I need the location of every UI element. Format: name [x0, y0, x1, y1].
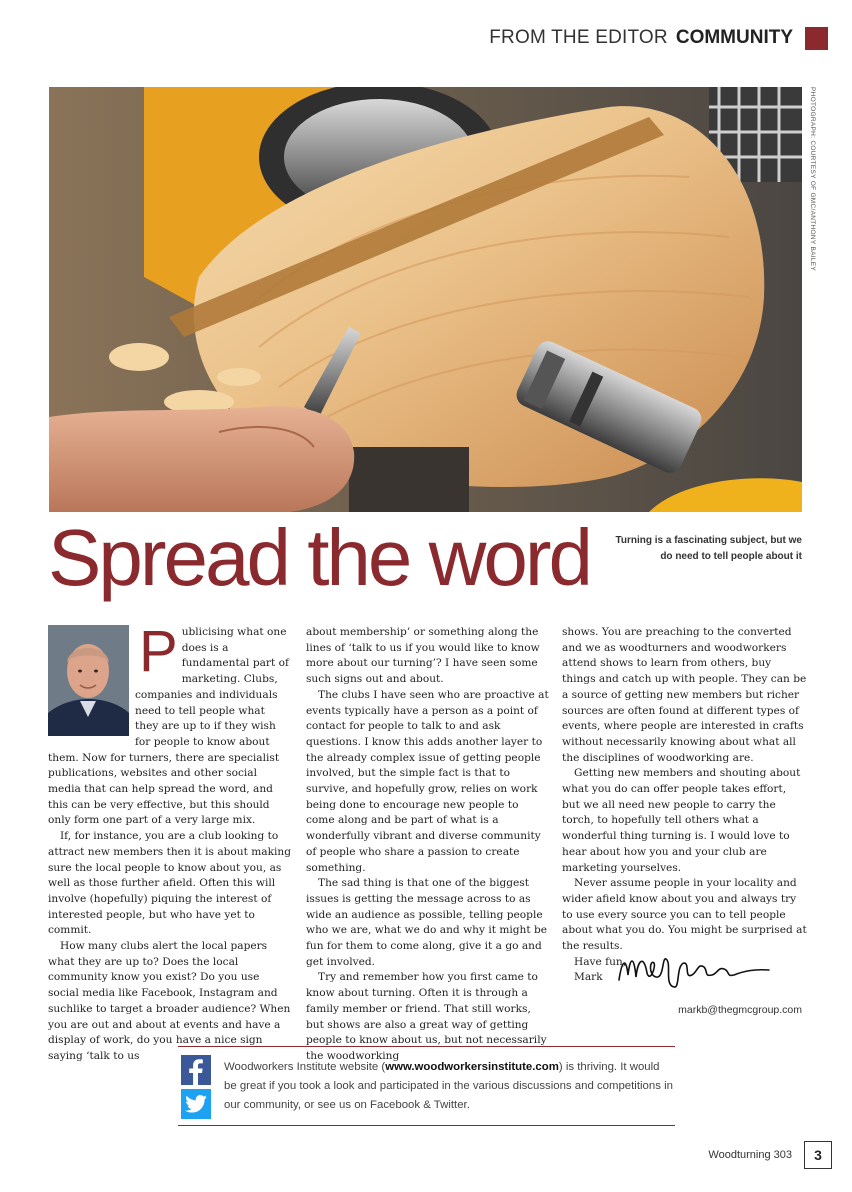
photo-credit: PHOTOGRAPH: COURTESY OF GMC/ANTHONY BAILEY — [809, 87, 816, 272]
paragraph: Try and remember how you first came to know about turning. Often it is through a family member or friend. That still works, but shows are also a great way of getting people to know about us, but not necessarily the woodworking — [306, 971, 547, 1062]
article-column-3 — [562, 625, 807, 986]
paragraph: The sad thing is that one of the biggest issues is getting the message across to as wide an audience as possible, telling people who we are, what we do and why it might be fun for them to come along, give it a go and get involved. — [306, 877, 548, 968]
sign-off-name: Mark — [574, 971, 603, 984]
social-promo-box — [178, 1046, 675, 1126]
editor-email[interactable]: markb@thegmcgroup.com — [678, 1004, 802, 1016]
website-link[interactable]: www.woodworkersinstitute.com — [385, 1061, 559, 1073]
paragraph: Never assume people in your locality and wider afield know about you and always try to use every source you can to tell people about what you do. You might be surprised at the results. — [562, 877, 807, 953]
paragraph: Getting new members and shouting about what you do can offer people takes effort, but we all need new people to carry the torch, to hopefully tell others what a wonderful thing turning is. I would love to hear about how you and your club are marketing yourselves. — [562, 767, 801, 874]
page-number: 3 — [804, 1141, 832, 1169]
page-header — [489, 26, 828, 50]
category-label: COMMUNITY — [675, 27, 793, 48]
drop-cap: P — [139, 619, 178, 684]
paragraph: If, for instance, you are a club looking to attract new members then it is about making sure the local people to know about you, as well as those further afield. Often this will involve (hopefully) piquing the interest of interested people, but who have yet to commit. — [48, 830, 292, 937]
magazine-issue: Woodturning 303 — [708, 1149, 792, 1161]
paragraph: shows. You are preaching to the converted and we as woodturners and woodworkers attend shows to learn from others, buy things and catch up with people. They can be a source of getting new members but richer sources are often found at different types of events, where people are interested in crafts without necessarily knowing about what all the disciplines of woodworking are. — [562, 626, 807, 764]
paragraph: about membership’ or something along the lines of ‘talk to us if you would like to know more about our turning’? I have seen some such signs out and about. — [306, 626, 540, 686]
editor-signature — [614, 945, 774, 995]
standfirst: Turning is a fascinating subject, but we do need to tell people about it — [615, 535, 802, 562]
paragraph: The clubs I have seen who are proactive at events typically have a person as a point of contact for people to talk to and ask questions. I know this adds another layer to the already complex issue of getting people involved, but the simple fact is that to survive, and hopefully grow, relies on work being done to encourage new people to come along and be part of what is a wonderfully vibrant and diverse community of people who share a passion to create something. — [306, 688, 549, 874]
article-title: Spread the word — [48, 513, 591, 602]
lathe-photo — [49, 87, 802, 512]
paragraph: How many clubs alert the local papers what they are up to? Does the local community know you exist? Do you use social media like Facebook, Instagram and suchlike to target a broader audience? When you are out and about at events and have a display of work, do you have a nice sign saying ‘talk to us — [48, 940, 291, 1062]
article-column-1 — [48, 619, 292, 1065]
page-folio — [708, 1141, 832, 1169]
facebook-icon[interactable] — [181, 1055, 211, 1085]
sign-off: Have fun, — [574, 955, 627, 968]
section-label: FROM THE EDITOR — [489, 27, 668, 48]
accent-square — [805, 27, 828, 50]
paragraph: ublicising what one does is a fundamental part of marketing. Clubs, companies and individuals need to tell people what they are up to if they wish for people to know about them. Now for turners, there are specialist publications, websites and other social media that can help spread the word, and this can be very effective, but this should only form one part of a very large mix. — [48, 626, 289, 827]
social-promo-text: Woodworkers Institute website (www.woodworkersinstitute.com) is thriving. It would be great if you took a look and participated in the various discussions and competitions in our community, or see us on Facebook & Twitter. — [224, 1061, 673, 1111]
article-column-2 — [306, 625, 549, 1065]
twitter-icon[interactable] — [181, 1089, 211, 1119]
editor-portrait — [48, 625, 129, 736]
